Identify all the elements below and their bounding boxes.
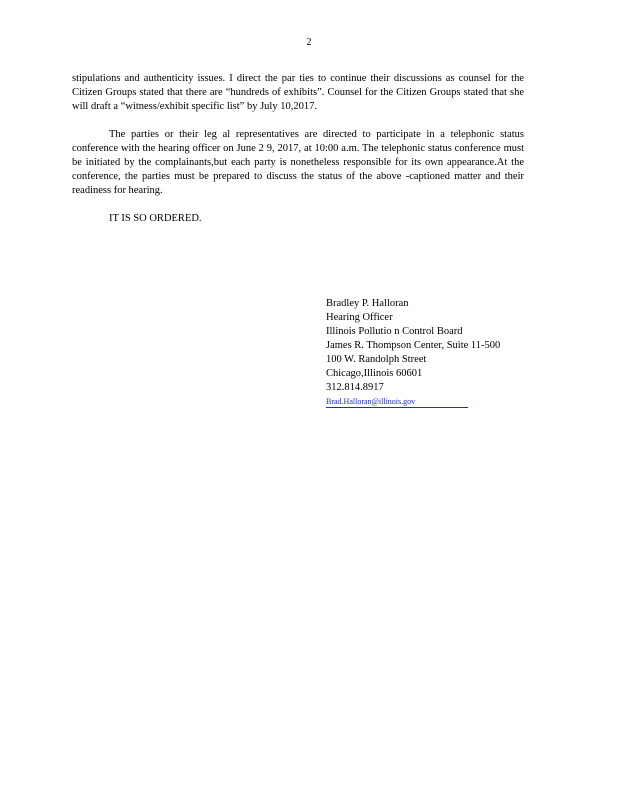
page-number: 2: [306, 37, 312, 48]
address-line-1: James R. Thompson Center, Suite 11-500: [326, 340, 501, 351]
email-link[interactable]: Brad.Halloran@illinois.gov: [326, 397, 468, 408]
signer-name: Bradley P. Halloran: [326, 298, 409, 309]
city-state-zip: Chicago,Illinois 60601: [326, 368, 423, 379]
order-statement: IT IS SO ORDERED.: [109, 213, 202, 224]
phone-number: 312.814.8917: [326, 382, 384, 393]
address-line-2: 100 W. Randolph Street: [326, 354, 427, 365]
signature-block: [326, 297, 500, 409]
paragraph-status-conference: The parties or their leg al representatives are directed to participate in a telephonic status conference with the hearing officer on June 2 9, 2017, at 10:00 a.m. The telephonic status conference must be initiated by the complainants,but each party is nonetheless responsible for its own appearance.At the conference, the parties must be prepared to discuss the status of the above -captioned matter and their readiness for hearing.: [72, 129, 524, 196]
signer-organization: Illinois Pollutio n Control Board: [326, 326, 463, 337]
signer-title: Hearing Officer: [326, 312, 393, 323]
paragraph-stipulations: stipulations and authenticity issues. I direct the par ties to continue their discussions as counsel for the Citizen Groups stated that there are “hundreds of exhibits”. Counsel for the Citizen Groups stated that she will draft a “witness/exhibit specific list” by July 10,2017.: [72, 73, 524, 112]
